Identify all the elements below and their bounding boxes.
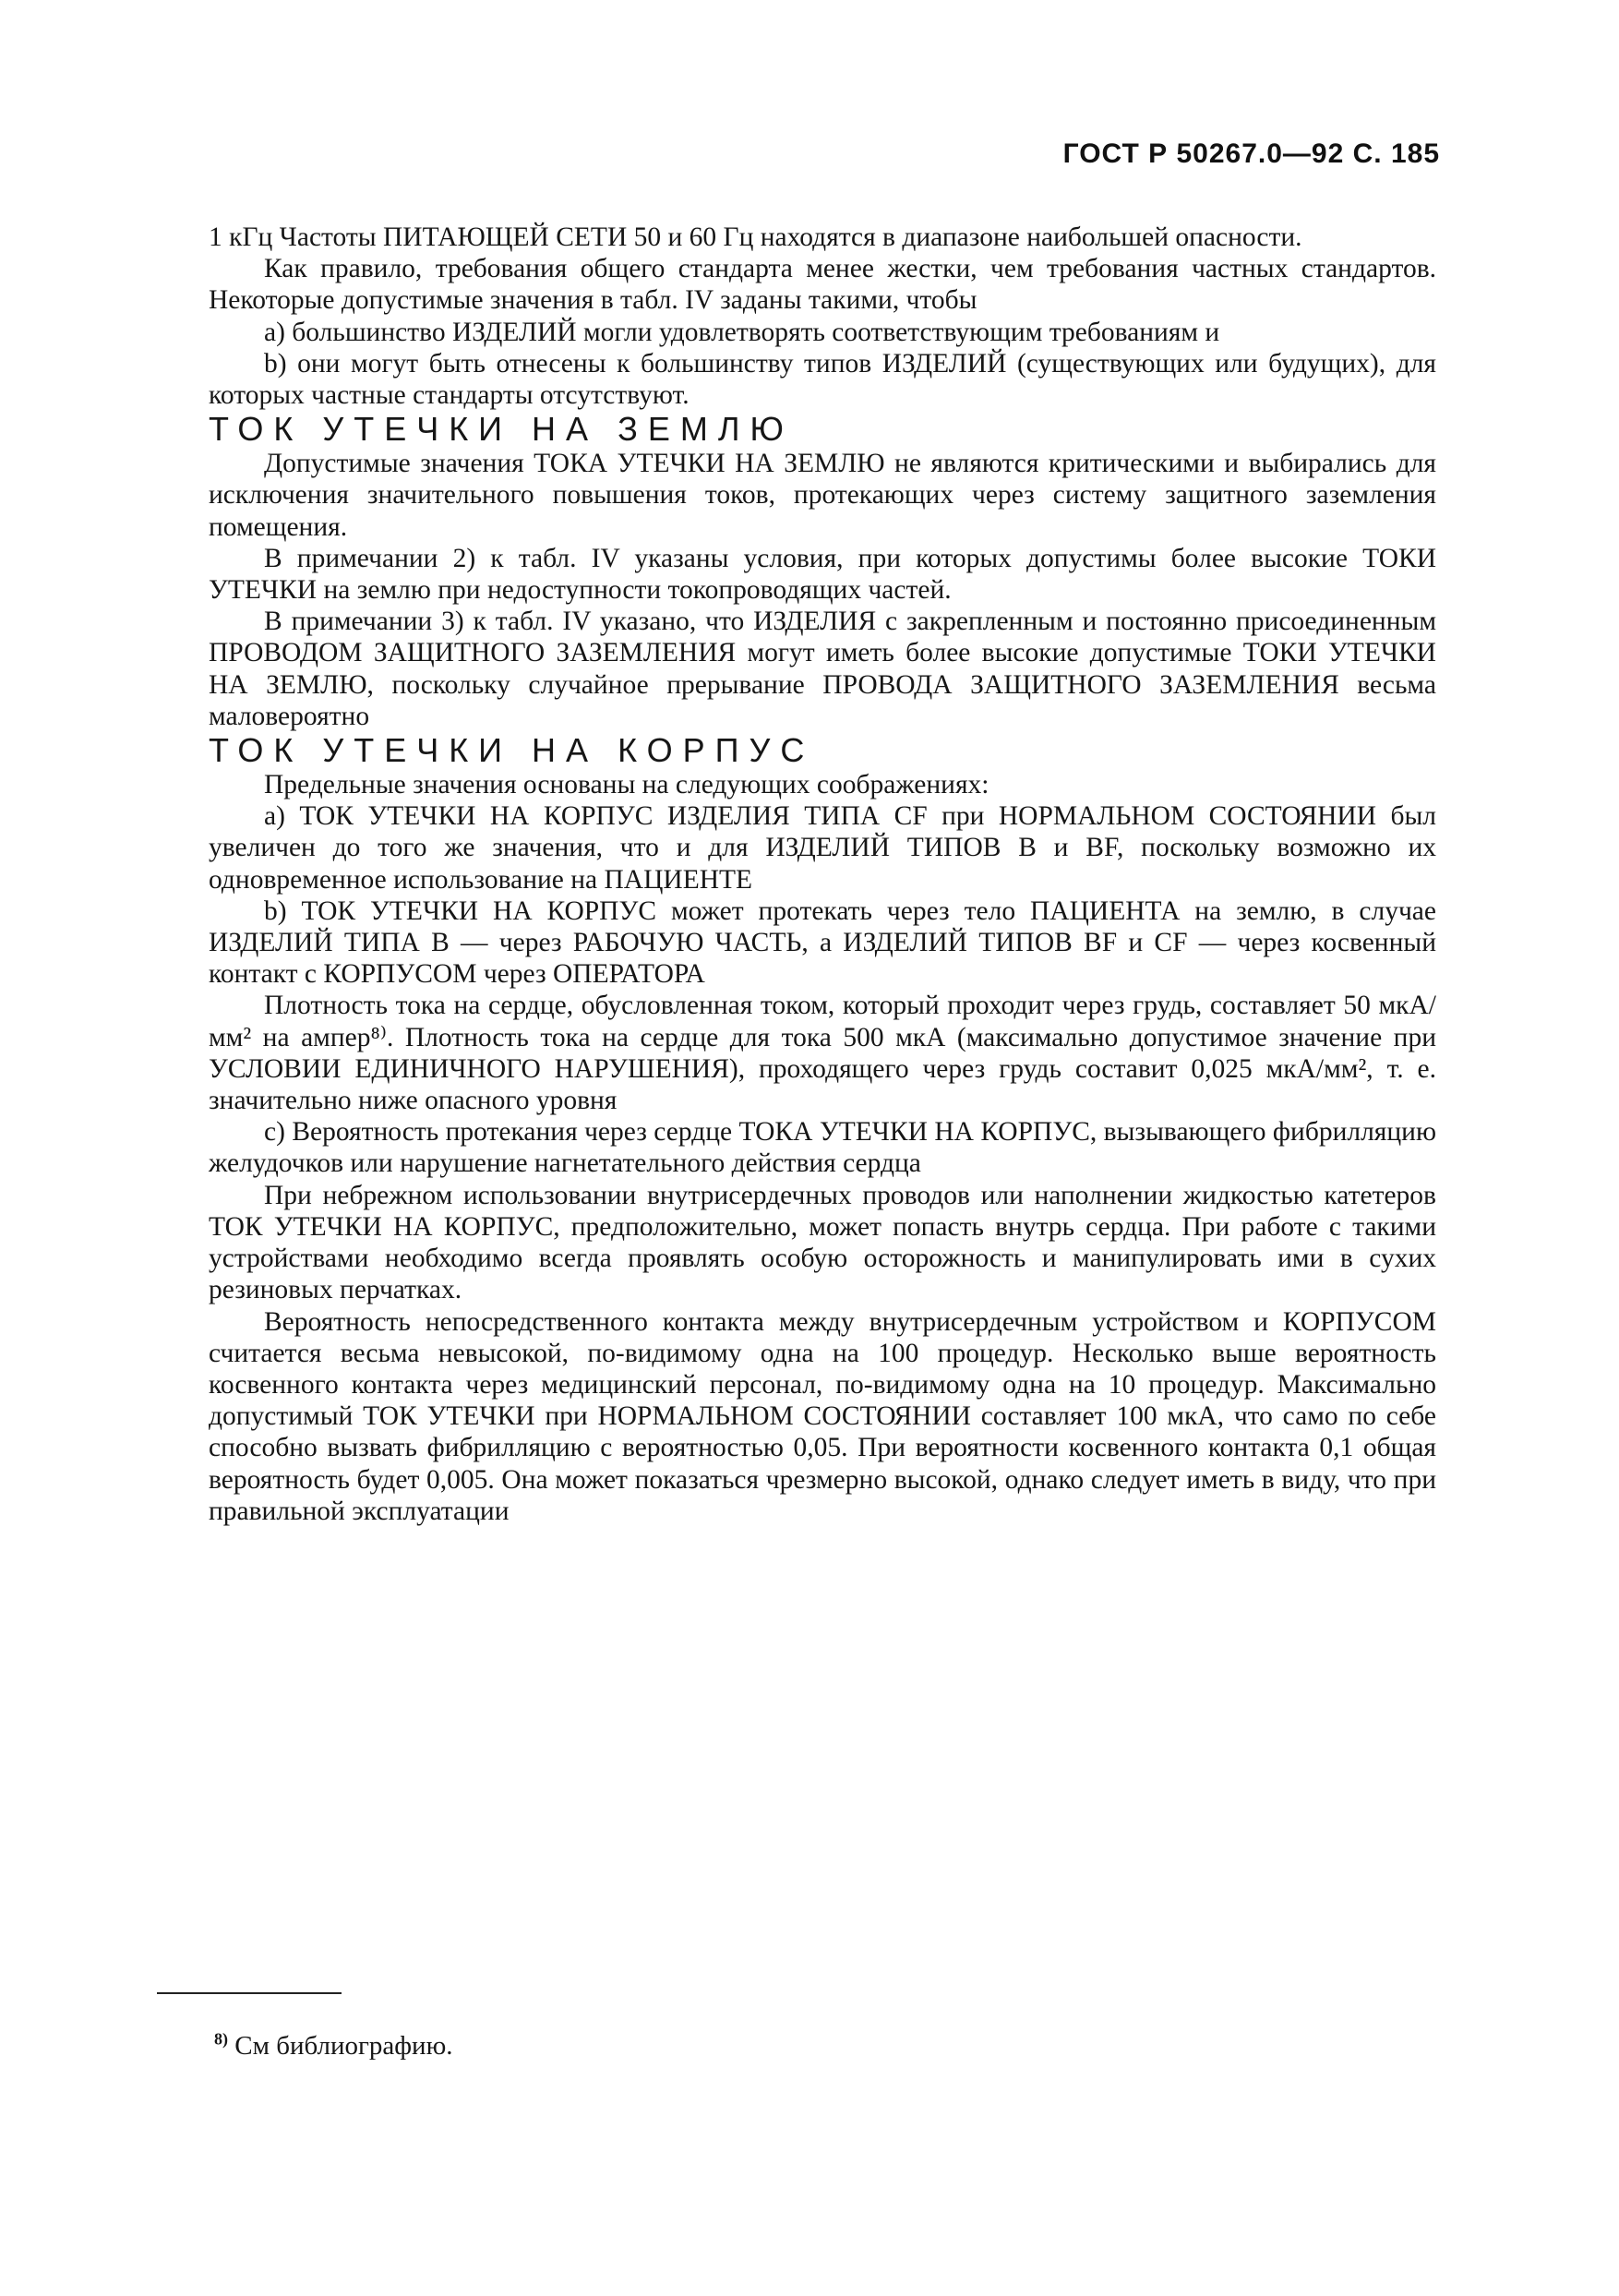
- footnote-marker: 8): [214, 2029, 228, 2049]
- list-item-b: b) они могут быть отнесены к большинству типов ИЗДЕЛИЙ (существующих или будущих), для которых частные стандарты отсутствуют.: [209, 348, 1436, 411]
- list-item-c-enclosure: с) Вероятность протекания через сердце ТОКА УТЕЧКИ НА КОРПУС, вызывающего фибрилляцию желудочков или нарушение нагнетательного действия сердца: [209, 1117, 1436, 1179]
- footnote: [214, 2031, 452, 2062]
- footnote-text: См библиографию.: [234, 2031, 453, 2061]
- body-text: [209, 222, 1436, 1527]
- list-item-b-enclosure: b) ТОК УТЕЧКИ НА КОРПУС может протекать через тело ПАЦИЕНТА на землю, в случае ИЗДЕЛИЙ ТИПА В — через РАБОЧУЮ ЧАСТЬ, а ИЗДЕЛИЙ ТИПОВ BF и CF — через косвенный контакт с КОРПУСОМ через ОПЕРАТОРА: [209, 896, 1436, 990]
- paragraph-probability: Вероятность непосредственного контакта между внутрисердечным устройством и КОРПУСОМ считается весьма невысокой, по-видимому одна на 100 процедур. Несколько выше вероятность косвенного контакта через медицинский персонал, по-видимому одна на 10 процедур. Максимально допустимый ТОК УТЕЧКИ при НОРМАЛЬНОМ СОСТОЯНИИ составляет 100 мкА, что само по себе способно вызвать фибрилляцию с вероятностью 0,05. При вероятности косвенного контакта 0,1 общая вероятность будет 0,005. Она может показаться чрезмерно высокой, однако следует иметь в виду, что при правильной эксплуатации: [209, 1306, 1436, 1526]
- paragraph-note-3: В примечании 3) к табл. IV указано, что ИЗДЕЛИЯ с закрепленным и постоянно присоединенным ПРОВОДОМ ЗАЩИТНОГО ЗАЗЕМЛЕНИЯ могут иметь более высокие допустимые ТОКИ УТЕЧКИ НА ЗЕМЛЮ, поскольку случайное прерывание ПРОВОДА ЗАЩИТНОГО ЗАЗЕМЛЕНИЯ весьма маловероятно: [209, 607, 1436, 731]
- list-item-a: а) большинство ИЗДЕЛИЙ могли удовлетворять соответствующим требованиям и: [264, 317, 1220, 347]
- paragraph-current-density: Плотность тока на сердце, обусловленная током, который проходит через грудь, составляет 50 мкА/мм² на ампер⁸⁾. Плотность тока на сердце для тока 500 мкА (максимально допустимое значение при УСЛОВИИ ЕДИНИЧНОГО НАРУШЕНИЯ), проходящего через грудь составит 0,025 мкА/мм², т. е. значительно ниже опасного уровня: [209, 991, 1436, 1116]
- paragraph-earth-leakage-values: Допустимые значения ТОКА УТЕЧКИ НА ЗЕМЛЮ не являются критическими и выбирались для исключения значительного повышения токов, протекающих через систему защитного заземления помещения.: [209, 449, 1436, 542]
- paragraph-frequency: 1 кГц Частоты ПИТАЮЩЕЙ СЕТИ 50 и 60 Гц находятся в диапазоне наибольшей опасности.: [209, 222, 1302, 252]
- paragraph-careless-use: При небрежном использовании внутрисердечных проводов или наполнении жидкостью катетеров ТОК УТЕЧКИ НА КОРПУС, предположительно, может попасть внутрь сердца. При работе с такими устройствами необходимо всегда проявлять особую осторожность и манипулировать ими в сухих резиновых перчатках.: [209, 1180, 1436, 1305]
- page-header: ГОСТ Р 50267.0—92 С. 185: [1062, 138, 1440, 169]
- section-heading-enclosure-leakage: ТОК УТЕЧКИ НА КОРПУС: [209, 731, 815, 770]
- section-heading-earth-leakage: ТОК УТЕЧКИ НА ЗЕМЛЮ: [209, 410, 794, 449]
- paragraph-requirements: Как правило, требования общего стандарта менее жестки, чем требования частных стандартов. Некоторые допустимые значения в табл. IV заданы такими, чтобы: [209, 254, 1436, 316]
- paragraph-limit-values: Предельные значения основаны на следующих соображениях:: [264, 770, 989, 800]
- footnote-divider: [157, 1992, 342, 1994]
- list-item-a-enclosure: а) ТОК УТЕЧКИ НА КОРПУС ИЗДЕЛИЯ ТИПА CF при НОРМАЛЬНОМ СОСТОЯНИИ был увеличен до того же значения, что и для ИЗДЕЛИЙ ТИПОВ В и BF, поскольку возможно их одновременное использование на ПАЦИЕНТЕ: [209, 801, 1436, 895]
- paragraph-note-2: В примечании 2) к табл. IV указаны условия, при которых допустимы более высокие ТОКИ УТЕЧКИ на землю при недоступности токопроводящих частей.: [209, 543, 1436, 606]
